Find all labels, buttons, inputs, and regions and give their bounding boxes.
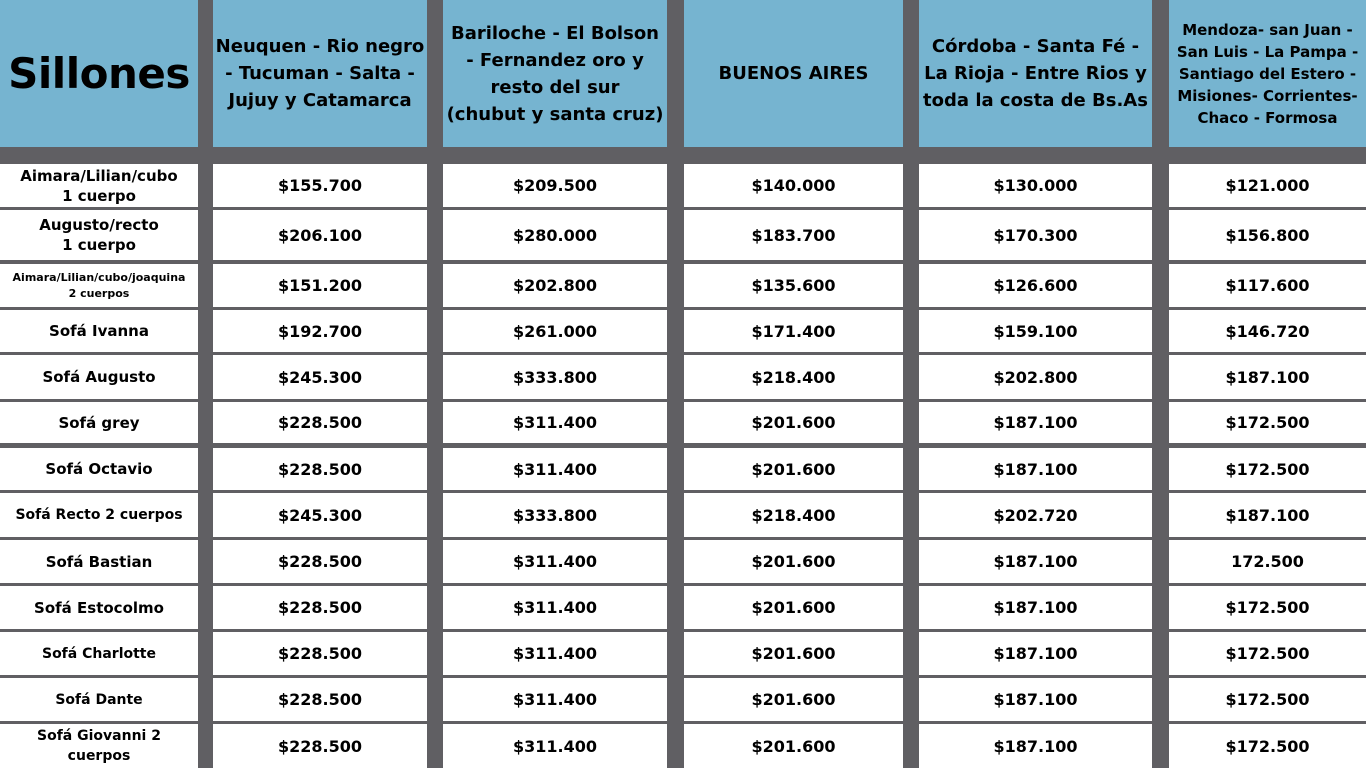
row-name-line: Sofá Giovanni 2 cuerpos: [37, 728, 161, 764]
price-cell: $187.100: [1169, 355, 1366, 399]
price-cell: $135.600: [684, 264, 903, 307]
price-cell: $202.800: [919, 355, 1152, 399]
price-cell: $146.720: [1169, 310, 1366, 352]
price-cell: $192.700: [213, 310, 427, 352]
price-cell: $151.200: [213, 264, 427, 307]
row-name: [0, 678, 198, 721]
row-name: [0, 540, 198, 583]
price-cell: $228.500: [213, 448, 427, 490]
row-name-line: Sofá grey: [58, 413, 140, 432]
price-cell: $202.720: [919, 493, 1152, 537]
region-header-3: BUENOS AIRES: [684, 0, 903, 147]
price-cell: $187.100: [919, 678, 1152, 721]
row-name: [0, 448, 198, 490]
price-cell: $228.500: [213, 678, 427, 721]
price-cell: $187.100: [919, 586, 1152, 629]
price-cell: $172.500: [1169, 678, 1366, 721]
row-name-line: Sofá Estocolmo: [34, 598, 164, 617]
row-name: [0, 164, 198, 207]
region-header-1: Neuquen - Rio negro - Tucuman - Salta - Jujuy y Catamarca: [213, 0, 427, 147]
row-name-line: Sofá Charlotte: [41, 645, 156, 662]
price-cell: $201.600: [684, 448, 903, 490]
price-cell: $201.600: [684, 632, 903, 675]
price-cell: $201.600: [684, 724, 903, 768]
price-cell: $228.500: [213, 632, 427, 675]
price-cell: $209.500: [443, 164, 667, 207]
region-header-2: Bariloche - El Bolson - Fernandez oro y resto del sur (chubut y santa cruz): [443, 0, 667, 147]
price-cell: $201.600: [684, 540, 903, 583]
row-name: [0, 493, 198, 537]
row-name-line: 1 cuerpo: [62, 236, 136, 254]
row-name-line: 2 cuerpos: [68, 286, 130, 300]
price-cell: $311.400: [443, 586, 667, 629]
price-cell: $159.100: [919, 310, 1152, 352]
price-cell: $187.100: [919, 402, 1152, 443]
row-name: [0, 310, 198, 352]
price-cell: $202.800: [443, 264, 667, 307]
price-cell: $172.500: [1169, 724, 1366, 768]
row-name-line: Sofá Octavio: [45, 460, 153, 478]
price-cell: $228.500: [213, 540, 427, 583]
price-cell: $333.800: [443, 493, 667, 537]
price-cell: $228.500: [213, 586, 427, 629]
price-cell: $172.500: [1169, 586, 1366, 629]
price-cell: $121.000: [1169, 164, 1366, 207]
price-cell: $156.800: [1169, 210, 1366, 260]
price-cell: $311.400: [443, 448, 667, 490]
price-cell: $130.000: [919, 164, 1152, 207]
price-cell: $201.600: [684, 586, 903, 629]
row-name-line: Augusto/recto: [39, 216, 159, 234]
price-cell: $206.100: [213, 210, 427, 260]
row-name-line: Sofá Ivanna: [49, 322, 149, 340]
row-name: [0, 586, 198, 629]
price-cell: $172.500: [1169, 448, 1366, 490]
price-cell: $245.300: [213, 493, 427, 537]
price-cell: $201.600: [684, 678, 903, 721]
price-cell: $140.000: [684, 164, 903, 207]
price-cell: $261.000: [443, 310, 667, 352]
region-header-4: Córdoba - Santa Fé - La Rioja - Entre Rios y toda la costa de Bs.As: [919, 0, 1152, 147]
row-name-line: Sofá Recto 2 cuerpos: [15, 507, 183, 523]
price-cell: $187.100: [919, 448, 1152, 490]
price-cell: $187.100: [919, 724, 1152, 768]
row-name: [0, 724, 198, 768]
price-cell: $311.400: [443, 540, 667, 583]
row-name: [0, 402, 198, 443]
price-cell: $170.300: [919, 210, 1152, 260]
row-name-line: Sofá Bastian: [45, 552, 153, 571]
price-cell: $172.500: [1169, 402, 1366, 443]
price-cell: $333.800: [443, 355, 667, 399]
price-cell: $311.400: [443, 402, 667, 443]
row-name-line: Aimara/Lilian/cubo: [20, 166, 178, 185]
row-name: [0, 632, 198, 675]
price-cell: $126.600: [919, 264, 1152, 307]
price-cell: $228.500: [213, 724, 427, 768]
row-name: [0, 264, 198, 307]
region-header-5: Mendoza- san Juan - San Luis - La Pampa - Santiago del Estero - Misiones- Corrientes- Chaco - Formosa: [1169, 0, 1366, 147]
price-cell: $201.600: [684, 402, 903, 443]
price-cell: $117.600: [1169, 264, 1366, 307]
price-cell: $218.400: [684, 493, 903, 537]
price-cell: $311.400: [443, 724, 667, 768]
price-cell: 172.500: [1169, 540, 1366, 583]
price-cell: $228.500: [213, 402, 427, 443]
price-cell: $187.100: [919, 540, 1152, 583]
price-cell: $187.100: [1169, 493, 1366, 537]
price-cell: $171.400: [684, 310, 903, 352]
row-name: [0, 355, 198, 399]
price-cell: $218.400: [684, 355, 903, 399]
row-name-line: Sofá Augusto: [42, 368, 156, 386]
price-cell: $155.700: [213, 164, 427, 207]
price-cell: $311.400: [443, 678, 667, 721]
price-cell: $172.500: [1169, 632, 1366, 675]
price-cell: $183.700: [684, 210, 903, 260]
price-cell: $311.400: [443, 632, 667, 675]
price-cell: $280.000: [443, 210, 667, 260]
table-title: Sillones: [0, 0, 198, 147]
row-name-line: Sofá Dante: [55, 691, 143, 708]
row-name-line: 1 cuerpo: [62, 186, 136, 205]
row-name-line: Aimara/Lilian/cubo/joaquina: [12, 270, 186, 284]
row-name: [0, 210, 198, 260]
price-cell: $245.300: [213, 355, 427, 399]
price-cell: $187.100: [919, 632, 1152, 675]
